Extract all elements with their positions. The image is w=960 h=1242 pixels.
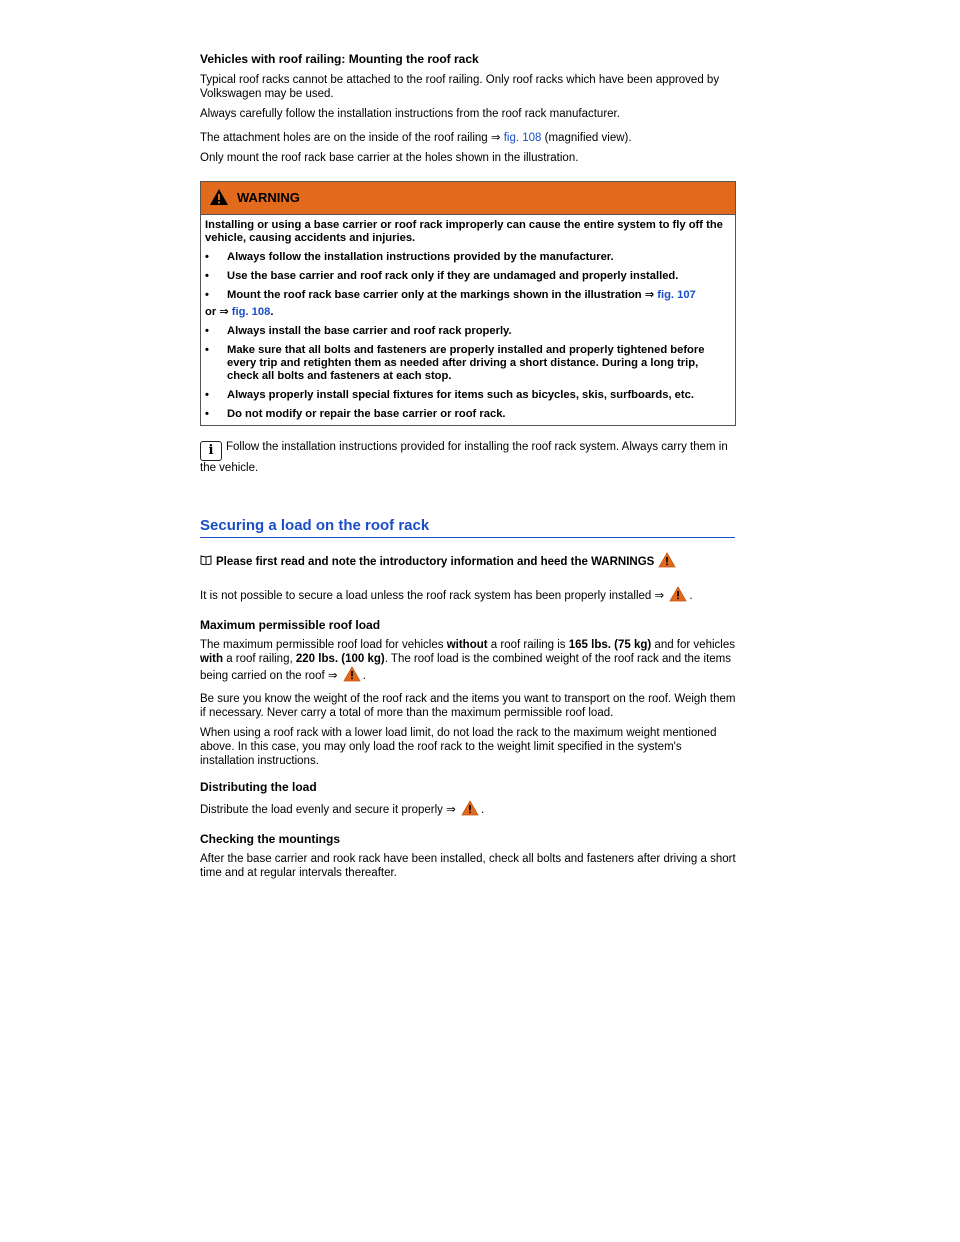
warning-triangle-icon[interactable]: [658, 552, 676, 572]
warning-box: [200, 181, 736, 426]
manual-page: [200, 52, 736, 886]
paragraph: Typical roof racks cannot be attached to the roof railing. Only roof racks which have been approved by Volkswagen may be used.: [200, 74, 720, 100]
book-icon: [200, 555, 212, 569]
paragraph: Only mount the roof rack base carrier at the holes shown in the illustration.: [200, 152, 579, 164]
paragraph: The attachment holes are on the inside of the roof railing ⇒ fig. 108 (magnified view).: [200, 132, 632, 144]
paragraph: Always carefully follow the installation instructions from the roof rack manufacturer.: [200, 108, 620, 120]
warning-body: [201, 215, 735, 425]
paragraph: It is not possible to secure a load unless the roof rack system has been properly installed ⇒ .: [200, 586, 736, 606]
warning-triangle-icon: [209, 188, 229, 209]
warning-intro: Installing or using a base carrier or roof rack improperly can cause the entire system to fly off the vehicle, causing accidents and injuries.: [205, 219, 723, 244]
warning-list-item: • Do not modify or repair the base carrier or roof rack.: [205, 408, 506, 420]
section-heading-roof-railing: Vehicles with roof railing: Mounting the roof rack: [200, 52, 479, 66]
warning-label: WARNING: [237, 190, 300, 205]
warning-list-continuation: or ⇒ fig. 108.: [205, 306, 274, 318]
fig-107-link[interactable]: fig. 107: [657, 289, 696, 301]
paragraph: The maximum permissible roof load for vehicles without a roof railing is 165 lbs. (75 kg) and for vehicles with a roof railing, 220 lbs. (100 kg). The roof load is the combined weight of the roof rack and the items being carried on the roof ⇒ .: [200, 638, 736, 686]
warning-list-item: • Always properly install special fixtures for items such as bicycles, skis, surfboards, etc.: [205, 389, 694, 401]
paragraph: When using a roof rack with a lower load limit, do not load the rack to the maximum weight mentioned above. In this case, you may only load the roof rack to the weight limit specified in the system's installation instructions.: [200, 727, 717, 767]
warning-list-item: • Always follow the installation instructions provided by the manufacturer.: [205, 251, 614, 263]
subheading-distributing-load: Distributing the load: [200, 780, 317, 794]
fig-108-link[interactable]: fig. 108: [231, 306, 271, 318]
note: i Follow the installation instructions provided for installing the roof rack system. Always carry them in the vehicle.: [200, 441, 728, 474]
read-first-notice: Please first read and note the introductory information and heed the WARNINGS: [200, 552, 736, 572]
paragraph: Distribute the load evenly and secure it properly ⇒ .: [200, 800, 736, 820]
paragraph: Be sure you know the weight of the roof rack and the items you want to transport on the roof. Weigh them if necessary. Never carry a total of more than the maximum permissible roof load.: [200, 693, 736, 719]
warning-list-item: • Mount the roof rack base carrier only at the markings shown in the illustration ⇒ fig. 107: [205, 289, 696, 301]
warning-header: [201, 182, 735, 215]
warning-triangle-icon[interactable]: [343, 666, 361, 686]
warning-list-item: • Always install the base carrier and roof rack properly.: [205, 325, 512, 337]
warning-list-item: • Use the base carrier and roof rack only if they are undamaged and properly installed.: [205, 270, 679, 282]
subheading-checking-mountings: Checking the mountings: [200, 832, 341, 846]
subheading-max-roof-load: Maximum permissible roof load: [200, 618, 381, 632]
warning-list-item: • Make sure that all bolts and fasteners are properly installed and properly tightened before every trip and retighten them as needed after driving a short distance. During a long trip, check all bolts and fasteners at each stop.: [205, 344, 705, 382]
warning-triangle-icon[interactable]: [669, 586, 687, 606]
paragraph: After the base carrier and rook rack have been installed, check all bolts and fasteners after driving a short time and at regular intervals thereafter.: [200, 853, 736, 879]
info-note-icon: i: [200, 441, 222, 461]
section-heading-securing-load: Securing a load on the roof rack: [200, 519, 735, 538]
warning-triangle-icon[interactable]: [461, 800, 479, 820]
fig-108-link[interactable]: fig. 108: [503, 132, 542, 144]
